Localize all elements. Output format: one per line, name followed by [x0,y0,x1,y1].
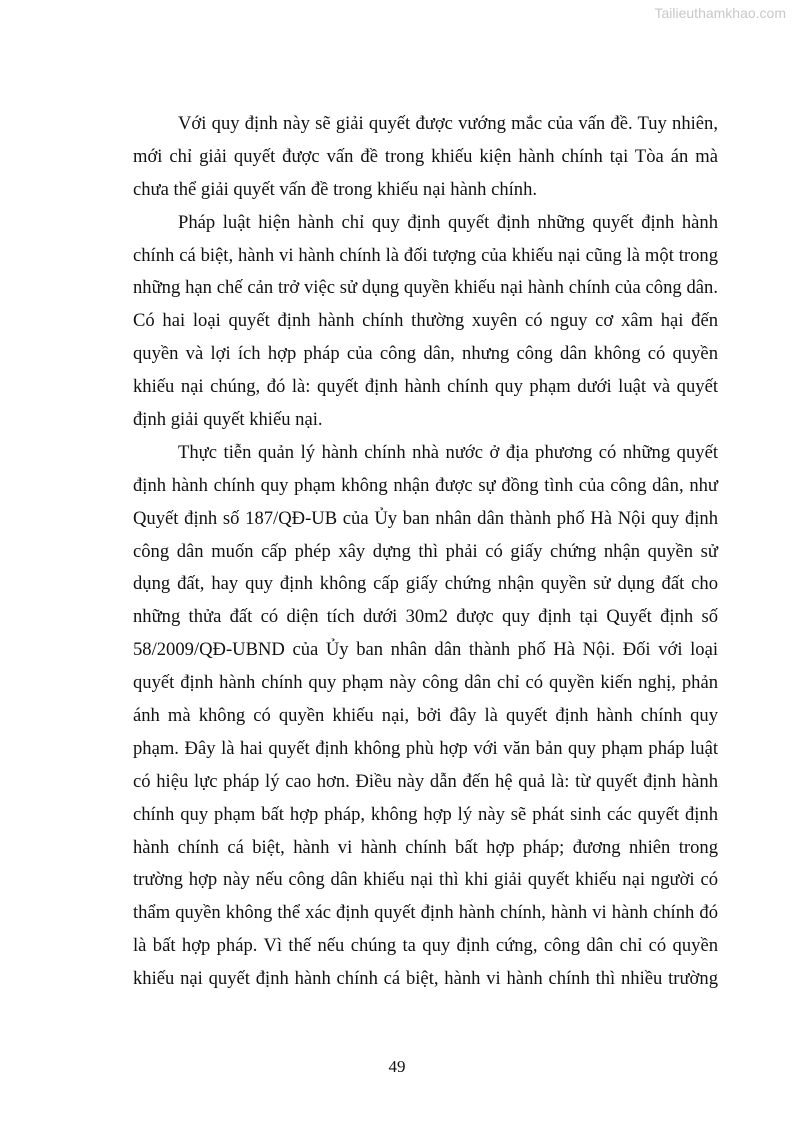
text-line: mới chỉ giải quyết được vấn đề trong khiếu kiện hành chính tại Tòa án mà [133,145,718,167]
text-line: những thửa đất có diện tích dưới 30m2 được quy định tại Quyết định số [133,606,718,628]
text-line: những hạn chế cản trở việc sử dụng quyền khiếu nại hành chính của công dân. [133,277,718,299]
watermark: Tailieuthamkhao.com [654,5,786,21]
text-line: chưa thể giải quyết vấn đề trong khiếu nại hành chính. [133,178,538,200]
page-number: 49 [388,1057,406,1076]
text-line: khiếu nại chúng, đó là: quyết định hành chính quy phạm dưới luật và quyết [133,376,718,398]
text-line: định giải quyết khiếu nại. [133,409,323,431]
text-line: có hiệu lực pháp lý cao hơn. Điều này dẫn đến hệ quả là: từ quyết định hành [133,770,718,792]
text-line: chính quy phạm bất hợp pháp, không hợp lý này sẽ phát sinh các quyết định [133,803,718,825]
text-line: công dân muốn cấp phép xây dựng thì phải có giấy chứng nhận quyền sử [133,540,718,562]
text-line: Pháp luật hiện hành chỉ quy định quyết định những quyết định hành [178,211,718,233]
text-line: quyền và lợi ích hợp pháp của công dân, nhưng công dân không có quyền [133,343,718,365]
text-line: dụng đất, hay quy định không cấp giấy chứng nhận quyền sử dụng đất cho [133,573,718,595]
text-line: chính cá biệt, hành vi hành chính là đối tượng của khiếu nại cũng là một trong [133,244,718,266]
text-line: Có hai loại quyết định hành chính thường xuyên có nguy cơ xâm hại đến [133,310,718,332]
text-line: 58/2009/QĐ-UBND của Ủy ban nhân dân thành phố Hà Nội. Đối với loại [133,639,718,661]
paragraph-1 [133,108,718,207]
text-line: ánh mà không có quyền khiếu nại, bởi đây là quyết định hành chính quy [133,705,718,727]
text-line: khiếu nại quyết định hành chính cá biệt, hành vi hành chính thì nhiều trường [133,968,718,990]
text-line: định hành chính quy phạm không nhận được sự đồng tình của công dân, như [133,474,718,496]
page-body [133,108,718,996]
text-line: phạm. Đây là hai quyết định không phù hợp với văn bản quy phạm pháp luật [133,737,718,759]
text-line: trường hợp này nếu công dân khiếu nại thì khi giải quyết khiếu nại người có [133,869,718,891]
text-line: quyết định hành chính quy phạm này công dân chỉ có quyền kiến nghị, phản [133,672,718,694]
text-line: thẩm quyền không thể xác định quyết định hành chính, hành vi hành chính đó [133,902,718,924]
text-line: Quyết định số 187/QĐ-UB của Ủy ban nhân dân thành phố Hà Nội quy định [133,507,718,529]
text-line: hành chính cá biệt, hành vi hành chính bất hợp pháp; đương nhiên trong [133,836,718,858]
paragraph-2 [133,207,718,437]
text-line: là bất hợp pháp. Vì thế nếu chúng ta quy định cứng, công dân chỉ có quyền [133,935,718,957]
paragraph-3 [133,437,718,996]
text-line: Thực tiễn quản lý hành chính nhà nước ở địa phương có những quyết [178,441,718,463]
text-line: Với quy định này sẽ giải quyết được vướng mắc của vấn đề. Tuy nhiên, [178,113,718,134]
